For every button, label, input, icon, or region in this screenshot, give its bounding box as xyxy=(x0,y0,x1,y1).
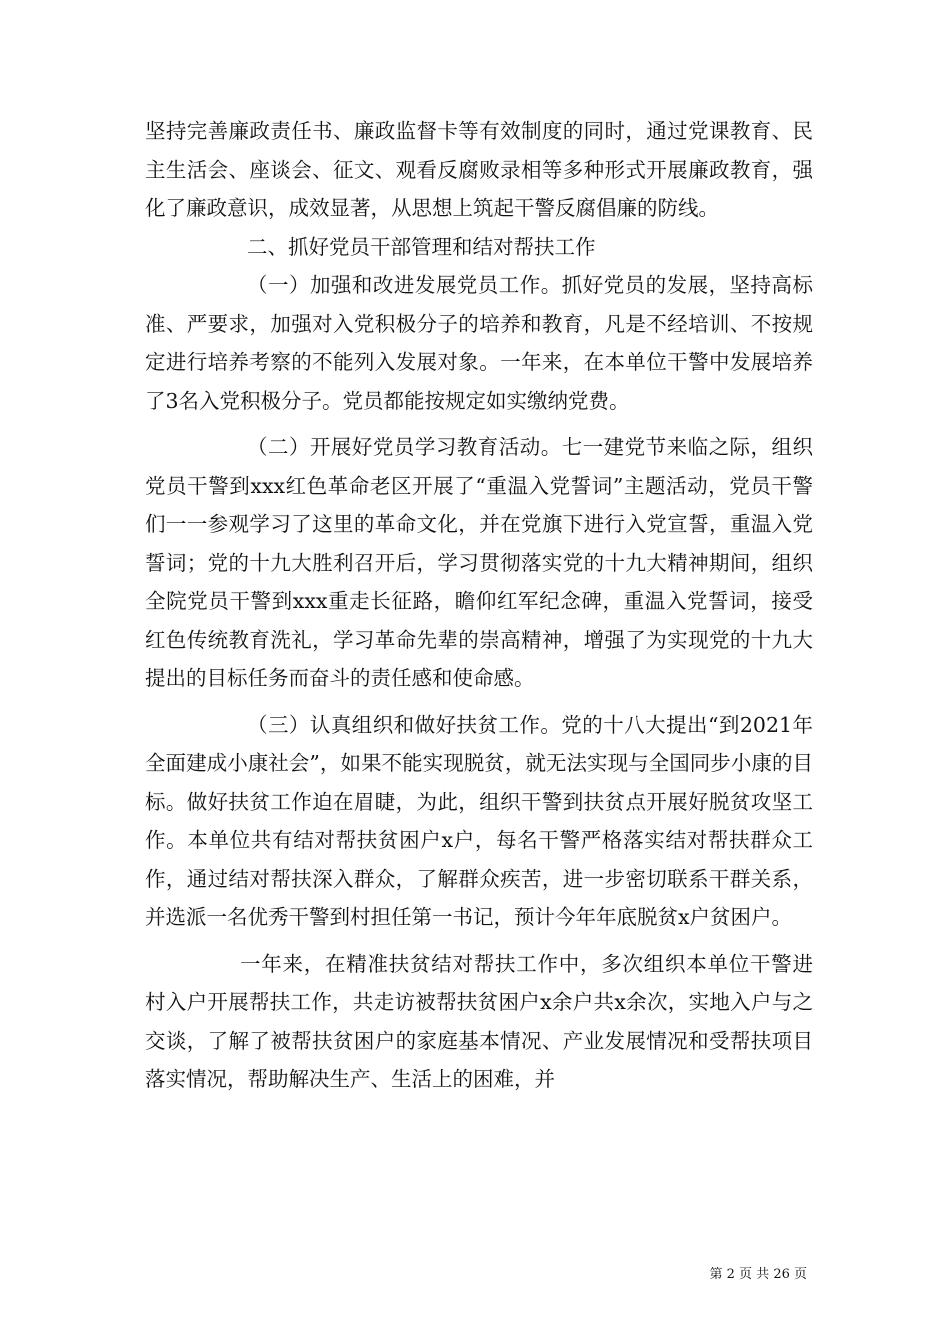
paragraph-poverty-alleviation: （三）认真组织和做好扶贫工作。党的十八大提出“到2021年全面建成小康社会”，如果不能实现脱贫，就无法实现与全国同步小康的目标。做好扶贫工作迫在眉睫，为此，组织干警到扶贫点开展好脱贫攻坚工作。本单位共有结对帮扶贫困户x户，每名干警严格落实结对帮扶群众工作，通过结对帮扶深入群众，了解群众疾苦，进一步密切联系干群关系，并选派一名优秀干警到村担任第一书记，预计今年年底脱贫x户贫困户。 xyxy=(145,712,813,929)
paragraph-continuation: 坚持完善廉政责任书、廉政监督卡等有效制度的同时，通过党课教育、民主生活会、座谈会、征文、观看反腐败录相等多种形式开展廉政教育，强化了廉政意识，成效显著，从思想上筑起干警反腐倡廉的防线。 xyxy=(145,119,813,220)
paragraph-year-review: 一年来，在精准扶贫结对帮扶工作中，多次组织本单位干警进村入户开展帮扶工作，共走访被帮扶贫困户x余户共x余次，实地入户与之交谈，了解了被帮扶贫困户的家庭基本情况、产业发展情况和受帮扶项目落实情况，帮助解决生产、生活上的困难，并 xyxy=(145,951,813,1091)
document-body xyxy=(145,112,813,1099)
section-heading: 二、抓好党员干部管理和结对帮扶工作 xyxy=(247,234,596,259)
page-number: 第 2 页 共 26 页 xyxy=(709,1267,807,1282)
paragraph-party-member-development: （一）加强和改进发展党员工作。抓好党员的发展，坚持高标准、严要求，加强对入党积极分子的培养和教育，凡是不经培训、不按规定进行培养考察的不能列入发展对象。一年来，在本单位干警中发展培养了3名入党积极分子。党员都能按规定如实缴纳党费。 xyxy=(145,273,813,413)
paragraph-party-education: （二）开展好党员学习教育活动。七一建党节来临之际，组织党员干警到xxx红色革命老区开展了“重温入党誓词”主题活动，党员干警们一一参观学习了这里的革命文化，并在党旗下进行入党宣誓，重温入党誓词；党的十九大胜利召开后，学习贯彻落实党的十九大精神期间，组织全院党员干警到xxx重走长征路，瞻仰红军纪念碑，重温入党誓词，接受红色传统教育洗礼，学习革命先辈的崇高精神，增强了为实现党的十九大提出的目标任务而奋斗的责任感和使命感。 xyxy=(145,435,813,690)
